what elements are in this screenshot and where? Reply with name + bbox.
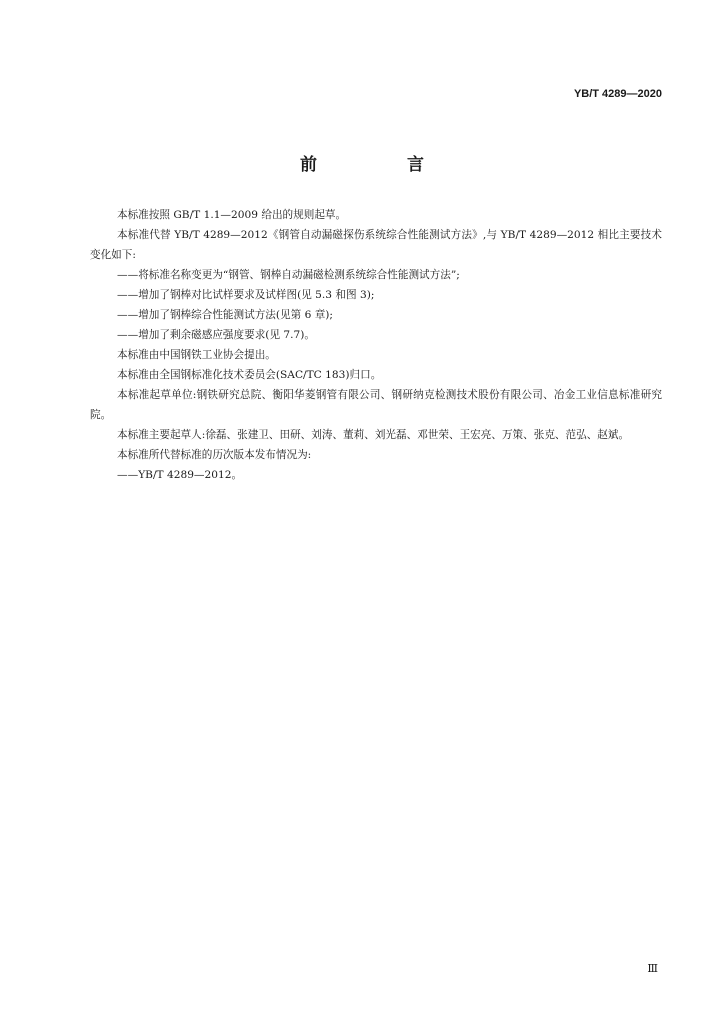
standard-code: YB/T 4289—2020: [573, 88, 662, 100]
document-body: [90, 205, 662, 485]
paragraph-centralized-by: 本标准由全国钢标准化技术委员会(SAC/TC 183)归口。: [117, 369, 382, 381]
page-title: 前 言: [300, 155, 466, 175]
paragraph-proposed-by: 本标准由中国钢铁工业协会提出。: [117, 349, 276, 361]
list-item-change-2: ——增加了钢棒对比试样要求及试样图(见 5.3 和图 3);: [117, 289, 375, 301]
list-item-change-1: ——将标准名称变更为“钢管、钢棒自动漏磁检测系统综合性能测试方法”;: [117, 269, 460, 281]
paragraph-replaces: 本标准代替 YB/T 4289—2012《钢管自动漏磁探伤系统综合性能测试方法》,与 YB/T 4289—2012 相比主要技术变化如下:: [90, 229, 662, 261]
paragraph-drafting-units: 本标准起草单位:钢铁研究总院、衡阳华菱钢管有限公司、钢研纳克检测技术股份有限公司、冶金工业信息标准研究院。: [90, 389, 662, 421]
paragraph-history-intro: 本标准所代替标准的历次版本发布情况为:: [117, 449, 312, 461]
list-item-history-1: ——YB/T 4289—2012。: [117, 469, 243, 481]
paragraph-drafting-rules: 本标准按照 GB/T 1.1—2009 给出的规则起草。: [117, 209, 347, 221]
list-item-change-4: ——增加了剩余磁感应强度要求(见 7.7)。: [117, 329, 315, 341]
list-item-change-3: ——增加了钢棒综合性能测试方法(见第 6 章);: [117, 309, 333, 321]
paragraph-drafters: 本标准主要起草人:徐磊、张建卫、田研、刘涛、董莉、刘光磊、邓世荣、王宏亮、万策、张克、范弘、赵斌。: [117, 429, 630, 441]
page-number: Ⅲ: [647, 962, 658, 975]
